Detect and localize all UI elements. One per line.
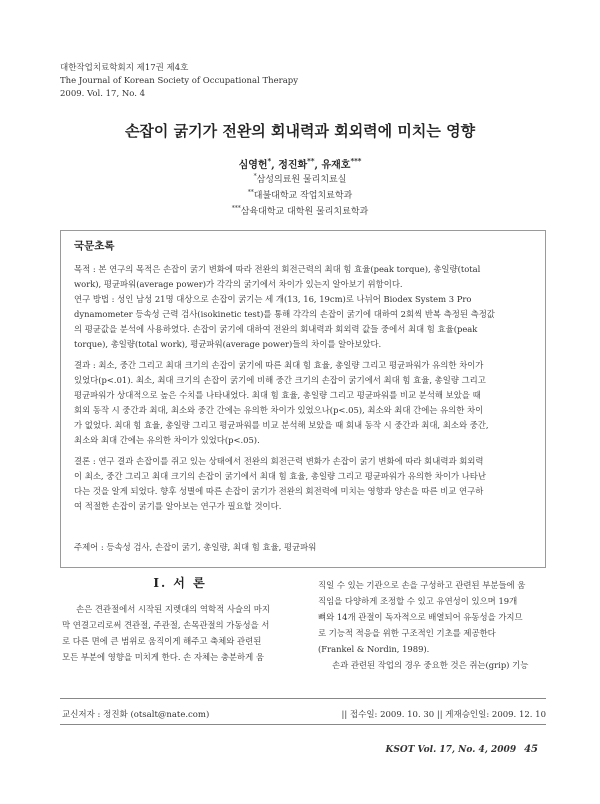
abstract-line: dynamometer 등속성 근력 검사(isokinetic test)를 통해 각각의 손잡이 굵기에 대하여 2회씩 반복 측정된 측정값	[74, 309, 495, 319]
journal-volume: 2009. Vol. 17, No. 4	[60, 89, 146, 99]
affiliation-text: 삼육대학교 대학원 물리치료학과	[240, 207, 369, 217]
body-line: 직임을 다양하게 조정할 수 있고 유연성이 있으며 19개	[318, 596, 518, 606]
abstract-line: 있었다(p<.01). 최소, 최대 크기의 손잡이 굵기에 비해 중간 크기의 손잡이 굵기에서 최대 힘 효율, 총일량 그리고	[74, 375, 486, 385]
body-line: 뼈와 14개 관절이 독자적으로 배열되어 유동성을 가지므	[318, 612, 523, 622]
author-name: 정진화	[278, 160, 308, 171]
abstract-line: 목적 : 본 연구의 목적은 손잡이 굵기 변화에 따라 전완의 회전근력의 최대 힘 효율(peak torque), 총일량(total	[74, 264, 481, 274]
abstract-line: 결론 : 연구 결과 손잡이를 쥐고 있는 상태에서 전완의 회전근력 변화가 손잡이 굵기 변화에 따라 회내력과 회외력	[74, 456, 484, 466]
author-marker: **	[307, 156, 315, 166]
author-name: 유재호	[321, 160, 351, 171]
journal-korean-title: 대한작업치료학회지 제17권 제4호	[60, 63, 189, 73]
author-marker: ***	[350, 156, 362, 166]
abstract-line: 여 적절한 손잡이 굵기를 알아보는 연구가 필요할 것이다.	[74, 501, 282, 511]
author-marker: *	[267, 156, 272, 166]
abstract-line: 회외 동작 시 중간과 최대, 최소와 중간 간에는 유의한 차이가 있었으나(p<.05), 최소와 최대 간에는 유의한 차이	[74, 405, 484, 415]
abstract-line: 다는 것을 알게 되었다. 향후 성별에 따른 손잡이 굵기가 전완의 회전력에 미치는 영향과 양손을 따른 비교 연구하	[74, 486, 484, 496]
author-name: 심영헌	[238, 160, 268, 171]
affiliation-text: 삼성의료원 물리치료실	[256, 175, 347, 185]
affiliation-text: 대불대학교 작업치료학과	[253, 191, 353, 201]
body-line: 직일 수 있는 기관으로 손을 구성하고 관련된 부분들에 움	[318, 580, 526, 590]
abstract-line: work), 평균파워(average power)가 각각의 굵기에서 차이가 있는지 알아보기 위함이다.	[74, 279, 403, 289]
footer-divider	[60, 698, 546, 699]
footer-divider	[60, 724, 546, 725]
affiliation	[0, 172, 600, 185]
footer-journal: KSOT Vol. 17, No. 4, 2009	[385, 745, 517, 755]
body-line: 로 다른 면에 큰 범위로 움직이게 해주고 축체와 관련된	[62, 636, 262, 646]
paper-title: 손잡이 굵기가 전완의 회내력과 회외력에 미치는 영향	[124, 122, 476, 140]
submission-dates: || 접수일: 2009. 10. 30 || 게재승인일: 2009. 12. 10	[341, 710, 546, 720]
corresponding-author: 교신저자 : 정진화 (otsalt@nate.com)	[62, 710, 210, 720]
abstract-line: 평균파워가 상대적으로 높은 수치를 나타내었다. 최대 힘 효율, 총일량 그리고 평균파워를 비교 분석해 보았을 때	[74, 390, 481, 400]
journal-header	[60, 62, 298, 101]
abstract-line: 의 평균값을 분석에 사용하였다. 손잡이 굵기에 대하여 전완의 회내력과 회외력 값들 중에서 최대 힘 효율(peak	[74, 324, 478, 334]
affiliation	[0, 204, 600, 217]
body-line: 로 기능적 적응을 위한 구조적인 기초를 제공한다	[318, 628, 496, 638]
abstract-line: 결과 : 최소, 중간 그리고 최대 크기의 손잡이 굵기에 따른 최대 힘 효율, 총일량 그리고 평균파워가 유의한 차이가	[74, 360, 484, 370]
abstract-line: 최소와 최대 간에는 유의한 차이가 있었다(p<.05).	[74, 435, 260, 445]
abstract-line: 연구 방법 : 성인 남성 21명 대상으로 손잡이 굵기는 세 개(13, 16, 19cm)로 나뉘어 Biodex System 3 Pro	[74, 294, 472, 304]
abstract-line: 이 최소, 중간 그리고 최대 크기의 손잡이 굵기에서 최대 힘 효율, 총일량 그리고 평균파워가 유의한 차이가 나타난	[74, 471, 486, 481]
affiliation-marker: *	[253, 173, 257, 180]
body-line: 손은 견관절에서 시작된 지렛대의 역학적 사슬의 마지	[76, 604, 270, 614]
body-line: 모든 부분에 영향을 미치게 한다. 손 자체는 충분하게 움	[62, 652, 264, 662]
affiliation-marker: ***	[231, 205, 241, 212]
body-line: 막 연결고리로써 견관절, 주관절, 손목관절의 가동성을 서	[62, 620, 270, 630]
abstract-heading: 국문초록	[74, 240, 115, 252]
section-heading: Ⅰ. 서 론	[153, 576, 207, 590]
page-footer	[386, 744, 538, 755]
abstract-line: 가 없었다. 최대 힘 효율, 총일량 그리고 평균파워를 비교 분석해 보았을 때 회내 동작 시 중간과 최대, 최소와 중간,	[74, 420, 489, 430]
author-list: 심영헌*, 정진화**, 유재호***	[238, 156, 362, 171]
journal-english-title: The Journal of Korean Society of Occupational Therapy	[60, 76, 299, 86]
affiliation	[0, 188, 600, 201]
abstract-keywords: 주제어 : 등속성 검사, 손잡이 굵기, 총일량, 최대 힘 효율, 평균파워	[74, 542, 317, 552]
corresponding-info	[62, 708, 546, 720]
page-number: 45	[524, 744, 538, 755]
body-line: 손과 관련된 작업의 경우 중요한 것은 쥐는(grip) 기능	[332, 660, 529, 670]
abstract-line: torque), 총일량(total work), 평균파워(average power)들의 차이를 알아보았다.	[74, 339, 382, 349]
affiliation-marker: **	[247, 189, 254, 196]
body-line: (Frankel & Nordin, 1989).	[318, 644, 430, 654]
